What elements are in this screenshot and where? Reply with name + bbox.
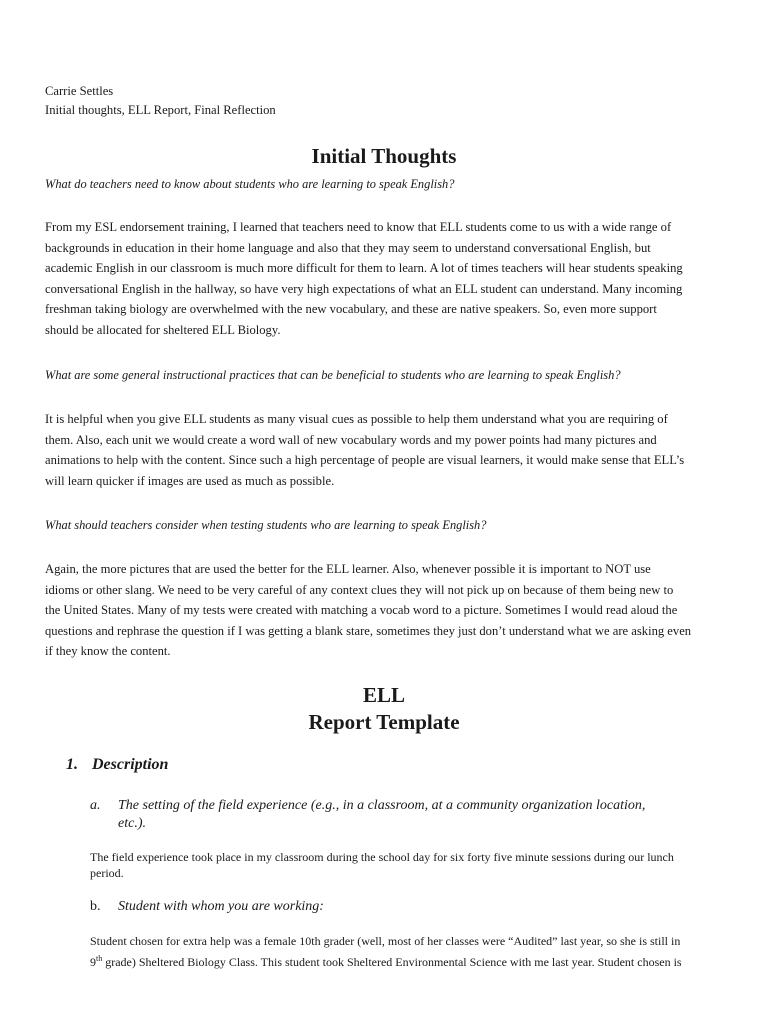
- answer-3: [45, 559, 730, 662]
- author-name: Carrie Settles: [45, 84, 114, 98]
- section-1-heading: [66, 756, 168, 774]
- item-a-answer-line: period.: [90, 866, 124, 880]
- item-b-label: b.: [90, 899, 101, 914]
- answer-2-line: animations to help with the content. Since such a high percentage of people are visual learners, it would make sense that ELL’s: [45, 453, 685, 468]
- item-b-answer-line: Student chosen for extra help was a female 10th grader (well, most of her classes were “Audited” last year, so she is still in: [90, 934, 681, 948]
- answer-2-line: will learn quicker if images are used as much as possible.: [45, 473, 335, 488]
- initial-thoughts-heading: Initial Thoughts: [311, 144, 457, 168]
- item-b-text: Student with whom you are working:: [118, 899, 324, 914]
- item-a-answer: [90, 849, 720, 881]
- answer-1: [45, 217, 730, 341]
- document-subtitle: Initial thoughts, ELL Report, Final Reflection: [45, 103, 276, 117]
- answer-3-line: questions and rephrase the question if I was getting a blank stare, sometimes they just don’t understand what we are asking even: [45, 623, 692, 638]
- item-b-answer-line-rest: grade) Sheltered Biology Class. This student took Sheltered Environmental Science with me last year. Student chosen is: [102, 955, 682, 969]
- report-heading-template: Report Template: [308, 710, 460, 734]
- answer-2: [45, 409, 730, 491]
- item-a-text: The setting of the field experience (e.g., in a classroom, at a community organization location,: [118, 798, 646, 813]
- item-b: [90, 898, 324, 916]
- answer-3-line: the United States. Many of my tests were created with matching a vocab word to a picture. Sometimes I would read aloud the: [45, 603, 678, 618]
- answer-3-line: if they know the content.: [45, 644, 171, 659]
- answer-2-line: It is helpful when you give ELL students as many visual cues as possible to help them understand what you are requiring of: [45, 412, 668, 426]
- answer-1-line: backgrounds in education in their home language and also that they may seem to understand conversational English, but: [45, 240, 651, 255]
- item-a: [90, 797, 645, 833]
- section-1-number: 1.: [66, 756, 78, 773]
- item-b-answer: [90, 932, 720, 971]
- item-a-text-continued: etc.).: [118, 816, 146, 831]
- answer-1-line: conversational English in the hallway, so have very high expectations of what an ELL student can understand. Many incoming: [45, 281, 683, 296]
- answer-3-line: Again, the more pictures that are used the better for the ELL learner. Also, whenever possible it is important to NOT use: [45, 562, 651, 576]
- item-a-answer-line: The field experience took place in my classroom during the school day for six forty five minute sessions during our lunch: [90, 850, 674, 864]
- grade-suffix: th: [96, 954, 103, 963]
- grade-number: 9: [90, 955, 96, 969]
- section-1-title: Description: [92, 756, 169, 773]
- answer-1-line: should be allocated for sheltered ELL Biology.: [45, 322, 281, 337]
- item-b-answer-line: [90, 950, 720, 971]
- report-heading-ell: ELL: [362, 683, 406, 707]
- answer-1-line: academic English in our classroom is much more difficult for them to learn. A lot of times teachers will hear students speaking: [45, 261, 683, 276]
- question-3: What should teachers consider when testing students who are learning to speak English?: [45, 518, 487, 532]
- answer-3-line: idioms or other slang. We need to be very careful of any context clues they will not pick up on because of them being new to: [45, 582, 674, 597]
- question-2: What are some general instructional practices that can be beneficial to students who are learning to speak English?: [45, 368, 621, 382]
- item-a-label: a.: [90, 798, 101, 813]
- answer-2-line: them. Also, each unit we would create a word wall of new vocabulary words and my power points had many pictures and: [45, 432, 657, 447]
- answer-1-line: From my ESL endorsement training, I learned that teachers need to know that ELL students come to us with a wide range of: [45, 220, 672, 234]
- question-1: What do teachers need to know about students who are learning to speak English?: [45, 177, 455, 191]
- answer-1-line: freshman taking biology are overwhelmed with the new vocabulary, and these are native speakers. So, even more support: [45, 302, 657, 317]
